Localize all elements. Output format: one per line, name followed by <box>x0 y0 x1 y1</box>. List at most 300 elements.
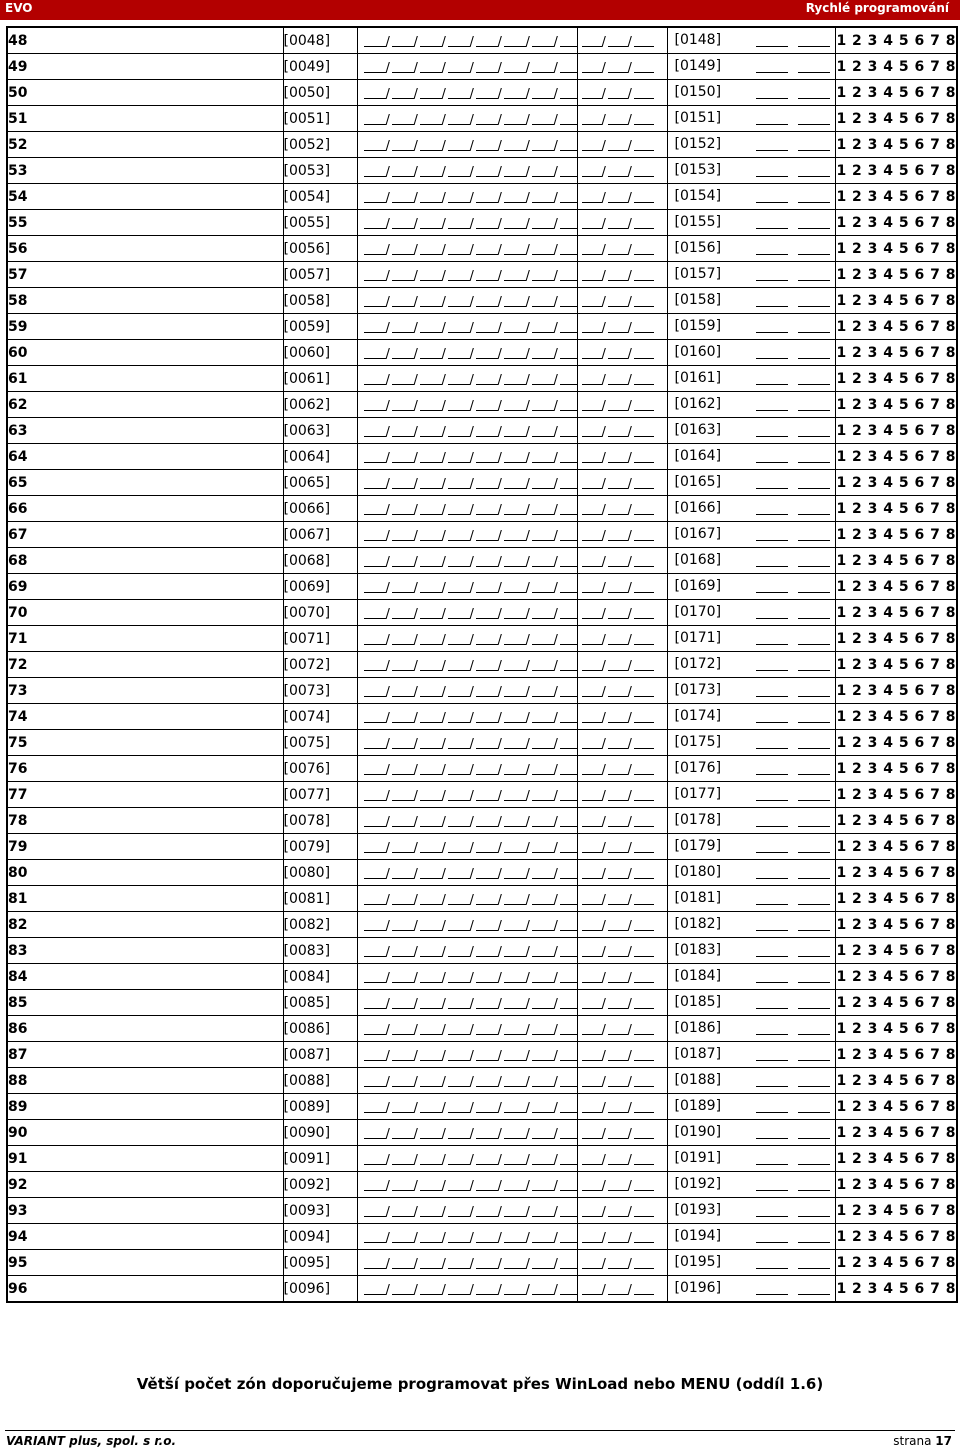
blank-slot[interactable] <box>798 618 830 619</box>
blank-slot[interactable] <box>798 280 830 281</box>
blank-slot[interactable] <box>560 1242 578 1243</box>
blank-slot[interactable] <box>634 956 654 957</box>
blank-slot[interactable] <box>476 72 498 73</box>
blank-slot[interactable] <box>364 670 386 671</box>
blank-slot[interactable] <box>560 800 578 801</box>
blank-slot[interactable] <box>756 1268 788 1269</box>
blank-slot[interactable] <box>756 774 788 775</box>
blank-slot[interactable] <box>448 176 470 177</box>
blank-slot[interactable] <box>608 644 628 645</box>
zone-definition-slots[interactable] <box>357 80 577 106</box>
blank-slot[interactable] <box>420 800 442 801</box>
blank-slot[interactable] <box>608 618 628 619</box>
blank-slot[interactable] <box>532 826 554 827</box>
blank-slot[interactable] <box>634 592 654 593</box>
zone-partition-slots[interactable] <box>577 496 667 522</box>
zone-definition-slots[interactable] <box>357 834 577 860</box>
zone-partition-slots[interactable] <box>577 522 667 548</box>
blank-slot[interactable] <box>582 982 602 983</box>
zone-partition-slots[interactable] <box>577 964 667 990</box>
blank-slot[interactable] <box>560 46 578 47</box>
blank-slot[interactable] <box>448 540 470 541</box>
blank-slot[interactable] <box>364 696 386 697</box>
blank-slot[interactable] <box>756 826 788 827</box>
zone-option-bits[interactable]: 1 2 3 4 5 6 7 8 <box>835 938 957 964</box>
blank-slot[interactable] <box>634 696 654 697</box>
blank-slot[interactable] <box>608 332 628 333</box>
blank-slot[interactable] <box>392 1216 414 1217</box>
zone-partition-slots[interactable] <box>577 1224 667 1250</box>
blank-slot[interactable] <box>504 1138 526 1139</box>
blank-slot[interactable] <box>560 332 578 333</box>
blank-slot[interactable] <box>798 930 830 931</box>
blank-slot[interactable] <box>476 1164 498 1165</box>
blank-slot[interactable] <box>756 696 788 697</box>
blank-slot[interactable] <box>392 384 414 385</box>
zone-partition-slots[interactable] <box>577 990 667 1016</box>
blank-slot[interactable] <box>756 436 788 437</box>
blank-slot[interactable] <box>392 1138 414 1139</box>
blank-slot[interactable] <box>420 1190 442 1191</box>
zone-definition-slots[interactable] <box>357 652 577 678</box>
blank-slot[interactable] <box>504 124 526 125</box>
blank-slot[interactable] <box>364 176 386 177</box>
blank-slot[interactable] <box>504 644 526 645</box>
blank-slot[interactable] <box>392 644 414 645</box>
blank-slot[interactable] <box>392 878 414 879</box>
blank-slot[interactable] <box>798 306 830 307</box>
blank-slot[interactable] <box>448 1190 470 1191</box>
blank-slot[interactable] <box>532 1138 554 1139</box>
blank-slot[interactable] <box>582 852 602 853</box>
blank-slot[interactable] <box>582 46 602 47</box>
blank-slot[interactable] <box>504 46 526 47</box>
blank-slot[interactable] <box>582 1138 602 1139</box>
blank-slot[interactable] <box>504 254 526 255</box>
blank-slot[interactable] <box>504 1060 526 1061</box>
zone-partition-slots[interactable] <box>577 366 667 392</box>
blank-slot[interactable] <box>560 358 578 359</box>
blank-slot[interactable] <box>504 670 526 671</box>
blank-slot[interactable] <box>582 1086 602 1087</box>
blank-slot[interactable] <box>756 956 788 957</box>
blank-slot[interactable] <box>608 1060 628 1061</box>
blank-slot[interactable] <box>504 1034 526 1035</box>
blank-slot[interactable] <box>476 800 498 801</box>
blank-slot[interactable] <box>608 566 628 567</box>
blank-slot[interactable] <box>608 592 628 593</box>
blank-slot[interactable] <box>634 410 654 411</box>
blank-slot[interactable] <box>608 150 628 151</box>
zone-option-bits[interactable]: 1 2 3 4 5 6 7 8 <box>835 548 957 574</box>
blank-slot[interactable] <box>420 46 442 47</box>
zone-definition-slots[interactable] <box>357 1094 577 1120</box>
blank-slot[interactable] <box>608 904 628 905</box>
blank-slot[interactable] <box>560 514 578 515</box>
blank-slot[interactable] <box>476 280 498 281</box>
blank-slot[interactable] <box>476 332 498 333</box>
blank-slot[interactable] <box>582 462 602 463</box>
blank-slot[interactable] <box>364 1086 386 1087</box>
blank-slot[interactable] <box>798 72 830 73</box>
blank-slot[interactable] <box>420 332 442 333</box>
zone-option-bits[interactable]: 1 2 3 4 5 6 7 8 <box>835 314 957 340</box>
blank-slot[interactable] <box>798 1164 830 1165</box>
zone-definition-slots[interactable] <box>357 340 577 366</box>
zone-partition-slots[interactable] <box>577 1276 667 1303</box>
blank-slot[interactable] <box>448 410 470 411</box>
blank-slot[interactable] <box>364 488 386 489</box>
blank-slot[interactable] <box>560 72 578 73</box>
blank-slot[interactable] <box>532 748 554 749</box>
blank-slot[interactable] <box>476 878 498 879</box>
blank-slot[interactable] <box>392 592 414 593</box>
zone-definition-slots[interactable] <box>357 730 577 756</box>
blank-slot[interactable] <box>608 1216 628 1217</box>
zone-definition-slots[interactable] <box>357 860 577 886</box>
blank-slot[interactable] <box>756 72 788 73</box>
blank-slot[interactable] <box>532 1190 554 1191</box>
blank-slot[interactable] <box>476 1190 498 1191</box>
blank-slot[interactable] <box>608 98 628 99</box>
blank-slot[interactable] <box>608 826 628 827</box>
blank-slot[interactable] <box>448 280 470 281</box>
blank-slot[interactable] <box>560 982 578 983</box>
blank-slot[interactable] <box>560 1138 578 1139</box>
blank-slot[interactable] <box>420 254 442 255</box>
zone-option-bits[interactable]: 1 2 3 4 5 6 7 8 <box>835 756 957 782</box>
blank-slot[interactable] <box>476 956 498 957</box>
blank-slot[interactable] <box>560 176 578 177</box>
zone-partition-slots[interactable] <box>577 470 667 496</box>
blank-slot[interactable] <box>756 540 788 541</box>
blank-slot[interactable] <box>448 930 470 931</box>
blank-slot[interactable] <box>392 358 414 359</box>
blank-slot[interactable] <box>364 1294 386 1295</box>
blank-slot[interactable] <box>476 46 498 47</box>
blank-slot[interactable] <box>532 228 554 229</box>
zone-definition-slots[interactable] <box>357 288 577 314</box>
blank-slot[interactable] <box>608 982 628 983</box>
blank-slot[interactable] <box>634 488 654 489</box>
blank-slot[interactable] <box>608 280 628 281</box>
blank-slot[interactable] <box>634 462 654 463</box>
zone-option-bits[interactable]: 1 2 3 4 5 6 7 8 <box>835 340 957 366</box>
blank-slot[interactable] <box>798 1138 830 1139</box>
blank-slot[interactable] <box>560 1086 578 1087</box>
blank-slot[interactable] <box>448 618 470 619</box>
blank-slot[interactable] <box>634 1060 654 1061</box>
blank-slot[interactable] <box>798 722 830 723</box>
blank-slot[interactable] <box>634 150 654 151</box>
blank-slot[interactable] <box>504 358 526 359</box>
blank-slot[interactable] <box>420 514 442 515</box>
zone-option-bits[interactable]: 1 2 3 4 5 6 7 8 <box>835 210 957 236</box>
zone-definition-slots[interactable] <box>357 522 577 548</box>
zone-definition-slots[interactable] <box>357 1016 577 1042</box>
blank-slot[interactable] <box>392 1112 414 1113</box>
zone-definition-slots[interactable] <box>357 1068 577 1094</box>
blank-slot[interactable] <box>798 566 830 567</box>
zone-option-bits[interactable]: 1 2 3 4 5 6 7 8 <box>835 470 957 496</box>
blank-slot[interactable] <box>560 774 578 775</box>
zone-partition-slots[interactable] <box>577 158 667 184</box>
blank-slot[interactable] <box>476 774 498 775</box>
blank-slot[interactable] <box>582 280 602 281</box>
zone-partition-slots[interactable] <box>577 574 667 600</box>
zone-partition-slots[interactable] <box>577 886 667 912</box>
zone-option-bits[interactable]: 1 2 3 4 5 6 7 8 <box>835 366 957 392</box>
blank-slot[interactable] <box>364 826 386 827</box>
blank-slot[interactable] <box>420 826 442 827</box>
blank-slot[interactable] <box>364 956 386 957</box>
blank-slot[interactable] <box>634 384 654 385</box>
blank-slot[interactable] <box>560 826 578 827</box>
blank-slot[interactable] <box>560 124 578 125</box>
blank-slot[interactable] <box>634 644 654 645</box>
blank-slot[interactable] <box>560 644 578 645</box>
blank-slot[interactable] <box>448 1060 470 1061</box>
zone-definition-slots[interactable] <box>357 574 577 600</box>
blank-slot[interactable] <box>420 670 442 671</box>
blank-slot[interactable] <box>476 1294 498 1295</box>
blank-slot[interactable] <box>476 722 498 723</box>
blank-slot[interactable] <box>420 1112 442 1113</box>
blank-slot[interactable] <box>392 514 414 515</box>
zone-option-bits[interactable]: 1 2 3 4 5 6 7 8 <box>835 574 957 600</box>
blank-slot[interactable] <box>448 956 470 957</box>
blank-slot[interactable] <box>634 800 654 801</box>
zone-partition-slots[interactable] <box>577 1120 667 1146</box>
zone-option-bits[interactable]: 1 2 3 4 5 6 7 8 <box>835 1068 957 1094</box>
blank-slot[interactable] <box>582 696 602 697</box>
blank-slot[interactable] <box>504 462 526 463</box>
blank-slot[interactable] <box>582 176 602 177</box>
blank-slot[interactable] <box>504 410 526 411</box>
blank-slot[interactable] <box>504 852 526 853</box>
blank-slot[interactable] <box>756 748 788 749</box>
blank-slot[interactable] <box>756 722 788 723</box>
zone-partition-slots[interactable] <box>577 340 667 366</box>
blank-slot[interactable] <box>392 930 414 931</box>
blank-slot[interactable] <box>756 1190 788 1191</box>
blank-slot[interactable] <box>476 202 498 203</box>
blank-slot[interactable] <box>448 462 470 463</box>
blank-slot[interactable] <box>582 930 602 931</box>
blank-slot[interactable] <box>582 774 602 775</box>
blank-slot[interactable] <box>532 98 554 99</box>
blank-slot[interactable] <box>420 1008 442 1009</box>
blank-slot[interactable] <box>504 774 526 775</box>
blank-slot[interactable] <box>420 358 442 359</box>
blank-slot[interactable] <box>504 618 526 619</box>
zone-partition-slots[interactable] <box>577 210 667 236</box>
zone-definition-slots[interactable] <box>357 418 577 444</box>
blank-slot[interactable] <box>392 150 414 151</box>
blank-slot[interactable] <box>756 904 788 905</box>
zone-option-bits[interactable]: 1 2 3 4 5 6 7 8 <box>835 262 957 288</box>
blank-slot[interactable] <box>448 150 470 151</box>
zone-partition-slots[interactable] <box>577 1250 667 1276</box>
blank-slot[interactable] <box>798 254 830 255</box>
blank-slot[interactable] <box>420 306 442 307</box>
blank-slot[interactable] <box>476 592 498 593</box>
blank-slot[interactable] <box>582 670 602 671</box>
blank-slot[interactable] <box>582 98 602 99</box>
blank-slot[interactable] <box>634 72 654 73</box>
blank-slot[interactable] <box>532 358 554 359</box>
blank-slot[interactable] <box>532 878 554 879</box>
zone-definition-slots[interactable] <box>357 678 577 704</box>
blank-slot[interactable] <box>504 1086 526 1087</box>
zone-option-bits[interactable]: 1 2 3 4 5 6 7 8 <box>835 1042 957 1068</box>
blank-slot[interactable] <box>756 202 788 203</box>
blank-slot[interactable] <box>476 826 498 827</box>
blank-slot[interactable] <box>798 150 830 151</box>
blank-slot[interactable] <box>504 436 526 437</box>
blank-slot[interactable] <box>798 332 830 333</box>
blank-slot[interactable] <box>634 332 654 333</box>
blank-slot[interactable] <box>476 514 498 515</box>
zone-definition-slots[interactable] <box>357 1250 577 1276</box>
blank-slot[interactable] <box>634 1086 654 1087</box>
blank-slot[interactable] <box>634 566 654 567</box>
zone-partition-slots[interactable] <box>577 834 667 860</box>
blank-slot[interactable] <box>392 228 414 229</box>
blank-slot[interactable] <box>448 46 470 47</box>
blank-slot[interactable] <box>532 280 554 281</box>
blank-slot[interactable] <box>532 670 554 671</box>
blank-slot[interactable] <box>608 748 628 749</box>
blank-slot[interactable] <box>364 72 386 73</box>
blank-slot[interactable] <box>364 124 386 125</box>
blank-slot[interactable] <box>392 488 414 489</box>
blank-slot[interactable] <box>392 696 414 697</box>
zone-partition-slots[interactable] <box>577 808 667 834</box>
blank-slot[interactable] <box>392 1164 414 1165</box>
zone-definition-slots[interactable] <box>357 704 577 730</box>
blank-slot[interactable] <box>448 1268 470 1269</box>
blank-slot[interactable] <box>582 306 602 307</box>
blank-slot[interactable] <box>364 592 386 593</box>
blank-slot[interactable] <box>476 1138 498 1139</box>
blank-slot[interactable] <box>420 1242 442 1243</box>
blank-slot[interactable] <box>798 852 830 853</box>
zone-definition-slots[interactable] <box>357 106 577 132</box>
blank-slot[interactable] <box>532 332 554 333</box>
blank-slot[interactable] <box>504 1008 526 1009</box>
blank-slot[interactable] <box>420 930 442 931</box>
blank-slot[interactable] <box>582 644 602 645</box>
blank-slot[interactable] <box>756 410 788 411</box>
blank-slot[interactable] <box>798 462 830 463</box>
zone-partition-slots[interactable] <box>577 678 667 704</box>
blank-slot[interactable] <box>608 462 628 463</box>
blank-slot[interactable] <box>634 1190 654 1191</box>
blank-slot[interactable] <box>420 176 442 177</box>
blank-slot[interactable] <box>364 306 386 307</box>
blank-slot[interactable] <box>756 1060 788 1061</box>
blank-slot[interactable] <box>420 618 442 619</box>
blank-slot[interactable] <box>532 1086 554 1087</box>
blank-slot[interactable] <box>476 982 498 983</box>
blank-slot[interactable] <box>448 1086 470 1087</box>
blank-slot[interactable] <box>608 1242 628 1243</box>
blank-slot[interactable] <box>476 670 498 671</box>
blank-slot[interactable] <box>420 904 442 905</box>
blank-slot[interactable] <box>756 98 788 99</box>
blank-slot[interactable] <box>532 696 554 697</box>
blank-slot[interactable] <box>634 722 654 723</box>
blank-slot[interactable] <box>756 1216 788 1217</box>
blank-slot[interactable] <box>504 748 526 749</box>
blank-slot[interactable] <box>504 982 526 983</box>
blank-slot[interactable] <box>608 254 628 255</box>
zone-partition-slots[interactable] <box>577 418 667 444</box>
blank-slot[interactable] <box>798 176 830 177</box>
blank-slot[interactable] <box>532 904 554 905</box>
blank-slot[interactable] <box>532 1216 554 1217</box>
blank-slot[interactable] <box>560 384 578 385</box>
blank-slot[interactable] <box>634 98 654 99</box>
zone-definition-slots[interactable] <box>357 184 577 210</box>
blank-slot[interactable] <box>392 306 414 307</box>
blank-slot[interactable] <box>608 930 628 931</box>
blank-slot[interactable] <box>560 488 578 489</box>
blank-slot[interactable] <box>504 592 526 593</box>
blank-slot[interactable] <box>476 1242 498 1243</box>
blank-slot[interactable] <box>420 436 442 437</box>
zone-option-bits[interactable]: 1 2 3 4 5 6 7 8 <box>835 834 957 860</box>
zone-partition-slots[interactable] <box>577 80 667 106</box>
blank-slot[interactable] <box>608 358 628 359</box>
blank-slot[interactable] <box>560 98 578 99</box>
blank-slot[interactable] <box>504 930 526 931</box>
blank-slot[interactable] <box>532 1268 554 1269</box>
zone-partition-slots[interactable] <box>577 626 667 652</box>
blank-slot[interactable] <box>448 1008 470 1009</box>
zone-partition-slots[interactable] <box>577 54 667 80</box>
blank-slot[interactable] <box>392 1190 414 1191</box>
blank-slot[interactable] <box>392 124 414 125</box>
blank-slot[interactable] <box>756 566 788 567</box>
zone-option-bits[interactable]: 1 2 3 4 5 6 7 8 <box>835 27 957 54</box>
zone-definition-slots[interactable] <box>357 470 577 496</box>
blank-slot[interactable] <box>608 1008 628 1009</box>
zone-partition-slots[interactable] <box>577 184 667 210</box>
blank-slot[interactable] <box>420 280 442 281</box>
zone-partition-slots[interactable] <box>577 106 667 132</box>
blank-slot[interactable] <box>560 956 578 957</box>
zone-option-bits[interactable]: 1 2 3 4 5 6 7 8 <box>835 990 957 1016</box>
blank-slot[interactable] <box>798 748 830 749</box>
blank-slot[interactable] <box>608 514 628 515</box>
blank-slot[interactable] <box>392 722 414 723</box>
blank-slot[interactable] <box>448 1242 470 1243</box>
blank-slot[interactable] <box>448 670 470 671</box>
blank-slot[interactable] <box>582 1242 602 1243</box>
blank-slot[interactable] <box>392 826 414 827</box>
zone-partition-slots[interactable] <box>577 1172 667 1198</box>
blank-slot[interactable] <box>448 1112 470 1113</box>
blank-slot[interactable] <box>756 1086 788 1087</box>
blank-slot[interactable] <box>364 852 386 853</box>
blank-slot[interactable] <box>798 202 830 203</box>
blank-slot[interactable] <box>420 384 442 385</box>
zone-option-bits[interactable]: 1 2 3 4 5 6 7 8 <box>835 80 957 106</box>
zone-option-bits[interactable]: 1 2 3 4 5 6 7 8 <box>835 106 957 132</box>
blank-slot[interactable] <box>608 488 628 489</box>
